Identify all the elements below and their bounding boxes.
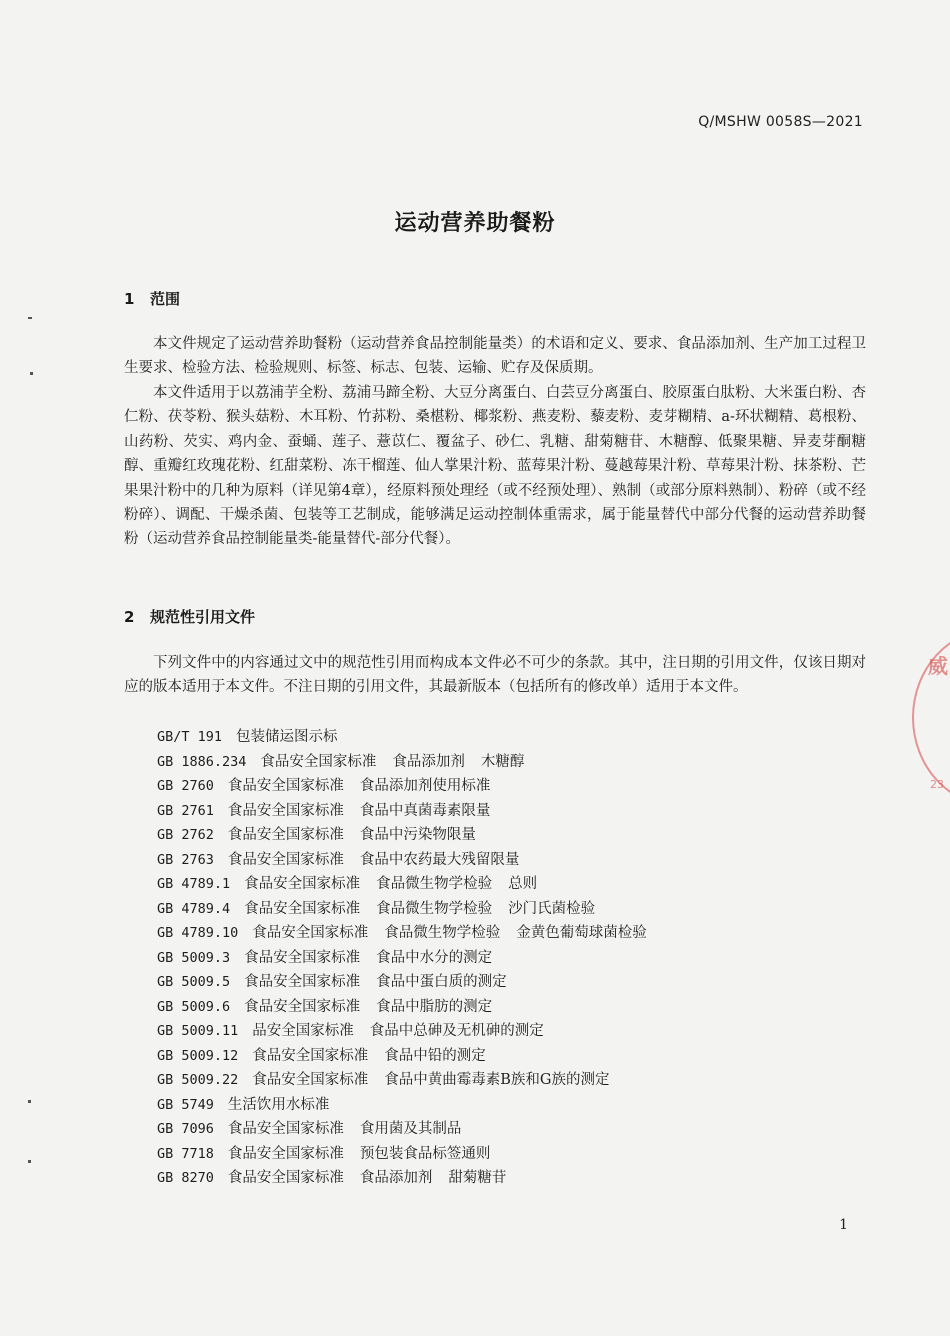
reference-title-part: 食品安全国家标准: [227, 1145, 344, 1162]
reference-title-part: 食品安全国家标准: [244, 949, 361, 966]
reference-title-part: 食品安全国家标准: [252, 1072, 369, 1088]
reference-item: [157, 995, 663, 1020]
reference-title-part: 包装储运图示标: [236, 729, 338, 745]
section-title: 范围: [150, 290, 181, 308]
reference-title-part: 食品安全国家标准: [252, 925, 369, 941]
section-heading-normative-references: [124, 606, 255, 627]
reference-code: GB 5009.6: [157, 998, 231, 1015]
scan-mark: [28, 1160, 31, 1163]
section-heading-scope: [124, 288, 180, 309]
reference-title-part: 食品中水分的测定: [376, 949, 493, 966]
reference-item: [157, 725, 663, 750]
company-seal: [906, 628, 950, 808]
reference-title-part: 食品安全国家标准: [227, 778, 344, 794]
references-intro-paragraph: 下列文件中的内容通过文中的规范性引用而构成本文件必不可少的条款。其中，注日期的引用文件，仅该日期对应的版本适用于本文件。不注日期的引用文件，其最新版本（包括所有的修改单）适用于本文件。: [124, 655, 866, 696]
reference-item: [157, 823, 663, 848]
reference-title-part: 生活饮用水标准: [227, 1096, 330, 1113]
reference-code: GB 5009.22: [157, 1072, 239, 1088]
reference-title-part: 食品安全国家标准: [227, 1170, 344, 1186]
reference-item: [157, 1019, 663, 1044]
reference-item: [157, 799, 663, 824]
reference-title-part: 食品安全国家标准: [244, 998, 361, 1015]
reference-title-part: 甜菊糖苷: [448, 1170, 507, 1186]
reference-item: [157, 848, 663, 873]
reference-code: GB 2762: [157, 827, 214, 843]
reference-title-part: 食品中铅的测定: [384, 1047, 486, 1064]
reference-title-part: 食品中蛋白质的测定: [376, 974, 507, 990]
section-number: 2: [124, 608, 135, 626]
reference-code: GB 7718: [157, 1145, 214, 1162]
reference-item: [157, 872, 663, 897]
reference-code: GB 2760: [157, 778, 214, 794]
reference-title-part: 食品微生物学检验: [376, 876, 493, 892]
reference-item: [157, 1068, 663, 1093]
reference-title-part: 木糖醇: [480, 753, 525, 770]
reference-code: GB 4789.1: [157, 876, 231, 892]
reference-code: GB 5009.5: [157, 974, 231, 990]
reference-title-part: 食品添加剂: [359, 1170, 433, 1186]
reference-item: [157, 774, 663, 799]
document-code: Q/MSHW 0058S—2021: [698, 114, 863, 130]
reference-item: [157, 750, 663, 775]
reference-list: [157, 725, 663, 1191]
scope-paragraph-1: 本文件规定了运动营养助餐粉（运动营养食品控制能量类）的术语和定义、要求、食品添加剂、生产加工过程卫生要求、检验方法、检验规则、标签、标志、包装、运输、贮存及保质期。: [124, 336, 866, 377]
reference-title-part: 食用菌及其制品: [359, 1121, 462, 1137]
reference-code: GB 7096: [157, 1121, 214, 1137]
reference-title-part: 食品中黄曲霉毒素B族和G族的测定: [384, 1072, 610, 1088]
document-title: 运动营养助餐粉: [394, 211, 556, 236]
seal-number: 23: [930, 778, 944, 791]
reference-code: GB 1886.234: [157, 753, 247, 770]
section-number: 1: [124, 290, 135, 308]
reference-title-part: 品安全国家标准: [252, 1023, 354, 1039]
reference-item: [157, 1044, 663, 1069]
page-number: 1: [839, 1217, 848, 1233]
reference-code: GB 4789.10: [157, 925, 239, 941]
reference-title-part: 食品安全国家标准: [227, 802, 344, 819]
reference-title-part: 食品安全国家标准: [227, 851, 344, 868]
reference-title-part: 食品安全国家标准: [227, 1121, 344, 1137]
reference-title-part: 沙门氏菌检验: [508, 900, 596, 917]
section-title: 规范性引用文件: [150, 608, 256, 626]
reference-title-part: 食品安全国家标准: [244, 974, 361, 990]
reference-code: GB 8270: [157, 1170, 214, 1186]
reference-title-part: 食品微生物学检验: [376, 900, 493, 917]
reference-code: GB 5749: [157, 1096, 214, 1113]
reference-item: [157, 921, 663, 946]
reference-title-part: 食品安全国家标准: [227, 827, 344, 843]
reference-title-part: 食品安全国家标准: [260, 753, 377, 770]
reference-title-part: 食品安全国家标准: [244, 876, 361, 892]
reference-code: GB 5009.12: [157, 1047, 239, 1064]
reference-title-part: 总则: [508, 876, 538, 892]
reference-title-part: 食品中总砷及无机砷的测定: [369, 1023, 544, 1039]
reference-title-part: 食品安全国家标准: [244, 900, 361, 917]
reference-item: [157, 897, 663, 922]
seal-text: 威: [928, 654, 948, 678]
reference-code: GB 5009.11: [157, 1023, 239, 1039]
reference-code: GB 2761: [157, 802, 214, 819]
reference-item: [157, 1093, 663, 1118]
reference-title-part: 食品中农药最大残留限量: [359, 851, 520, 868]
reference-item: [157, 1166, 663, 1191]
reference-item: [157, 970, 663, 995]
reference-title-part: 食品微生物学检验: [384, 925, 501, 941]
scan-mark: [28, 317, 32, 319]
reference-title-part: 食品中污染物限量: [359, 827, 476, 843]
scan-mark: [28, 1100, 31, 1103]
scope-paragraph-2: 本文件适用于以荔浦芋全粉、荔浦马蹄全粉、大豆分离蛋白、白芸豆分离蛋白、胶原蛋白肽粉、大米蛋白粉、杏仁粉、茯苓粉、猴头菇粉、木耳粉、竹荪粉、桑椹粉、椰浆粉、燕麦粉、藜麦粉、麦芽糊精、a-环状糊精、葛根粉、山药粉、芡实、鸡内金、蚕蛹、莲子、薏苡仁、覆盆子、砂仁、乳糖、甜菊糖苷、木糖醇、低聚果糖、异麦芽酮糖醇、重瓣红玫瑰花粉、红甜菜粉、冻干榴莲、仙人掌果汁粉、蓝莓果汁粉、蔓越莓果汁粉、草莓果汁粉、抹茶粉、芒果果汁粉中的几种为原料（详见第4章），经原料预处理经（或不经预处理）、熟制（或部分原料熟制）、粉碎（或不经粉碎）、调配、干燥杀菌、包装等工艺制成，能够满足运动控制体重需求，属于能量替代中部分代餐的运动营养助餐粉（运动营养食品控制能量类-能量替代-部分代餐）。: [124, 385, 866, 548]
reference-code: GB 4789.4: [157, 900, 231, 917]
reference-title-part: 食品中真菌毒素限量: [359, 802, 491, 819]
reference-item: [157, 946, 663, 971]
reference-title-part: 食品添加剂: [392, 753, 465, 770]
reference-code: GB 2763: [157, 851, 214, 868]
scan-mark: [30, 372, 33, 375]
reference-title-part: 金黄色葡萄球菌检验: [516, 925, 647, 941]
reference-item: [157, 1117, 663, 1142]
reference-item: [157, 1142, 663, 1167]
reference-title-part: 食品安全国家标准: [252, 1047, 369, 1064]
reference-title-part: 预包装食品标签通则: [359, 1145, 491, 1162]
reference-title-part: 食品中脂肪的测定: [376, 998, 493, 1015]
reference-code: GB/T 191: [157, 729, 223, 745]
reference-code: GB 5009.3: [157, 949, 231, 966]
reference-title-part: 食品添加剂使用标准: [359, 778, 491, 794]
